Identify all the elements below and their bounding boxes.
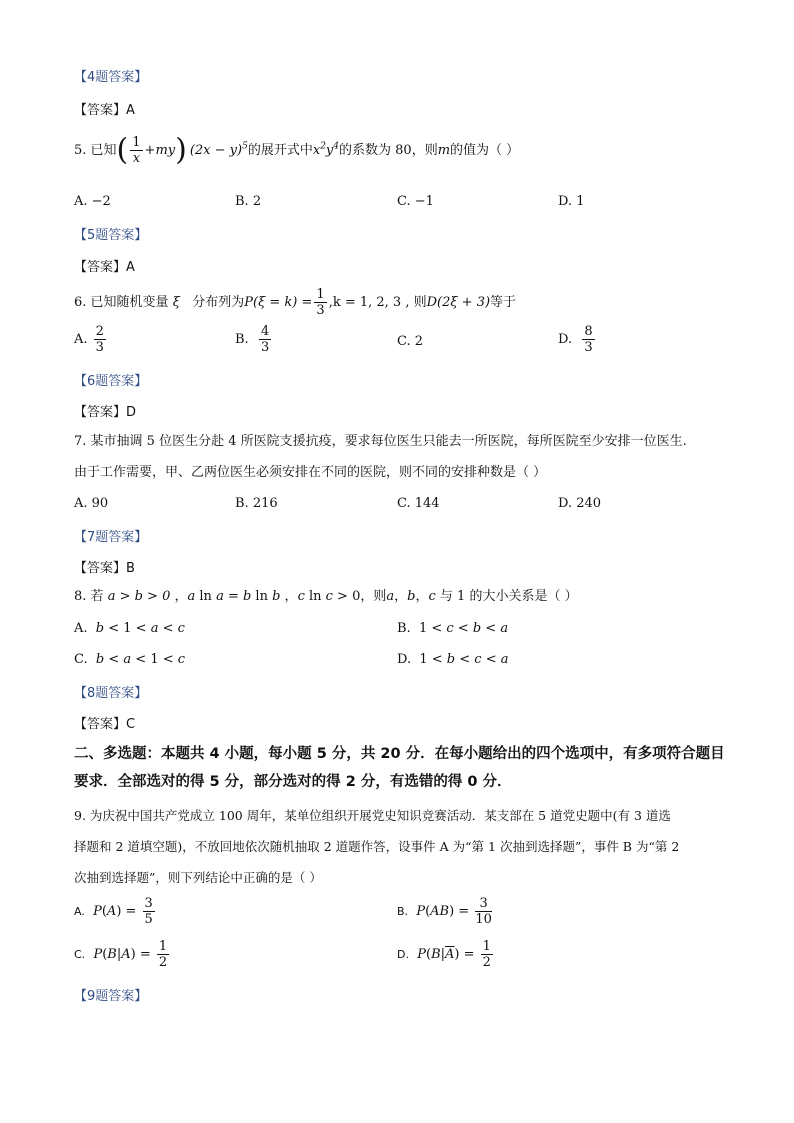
q6-option-a: A. $\frac{2}{3}$ bbox=[74, 324, 104, 355]
q5-answer-tag: 【5题答案】 bbox=[74, 228, 148, 243]
q6-stem-pre: 6. 已知随机变量 bbox=[74, 295, 169, 310]
q6-answer: 【答案】D bbox=[74, 405, 137, 420]
q6-option-b: B. $\frac{4}{3}$ bbox=[235, 324, 270, 355]
q9-option-c: C. P(B|A) = $\frac{1}{2}$ bbox=[74, 939, 168, 970]
q5-stem-mid: 的展开式中 bbox=[247, 143, 313, 158]
q8-option-a: A. b < 1 < a < c bbox=[74, 621, 185, 636]
q6-stem-k: ,k = 1, 2, 3 , 则 bbox=[328, 295, 427, 310]
q6-stem-end: 等于 bbox=[490, 295, 517, 310]
q7-option-b: B. 216 bbox=[235, 496, 278, 511]
q8-answer-tag: 【8题答案】 bbox=[74, 686, 148, 701]
q7-stem-line2: 由于工作需要，甲、乙两位医生必须安排在不同的医院，则不同的安排种数是（ ） bbox=[74, 465, 547, 480]
section-2-heading: 二、多选题：本题共 4 小题，每小题 5 分，共 20 分．在每小题给出的四个选项中，有多项符合题目要求．全部选对的得 5 分，部分选对的得 2 分，有选错的得 0 分． bbox=[74, 746, 725, 790]
q9-option-a: A. P(A) = $\frac{3}{5}$ bbox=[74, 896, 153, 927]
q5-answer: 【答案】A bbox=[74, 260, 135, 275]
q9-stem-line2: 择题和 2 道填空题)，不放回地依次随机抽取 2 道题作答，设事件 A 为“第 1 次抽到选择题”，事件 B 为“第 2 bbox=[74, 839, 680, 854]
q5-stem-end: 的值为（ ） bbox=[450, 143, 520, 158]
q5-stem: 5. 已知( $\frac{1}{x}$ +my) $(2x - y)^5$的展开式中$x^2y^4$的系数为 80，则m的值为（ ） bbox=[74, 132, 520, 168]
q7-option-c: C. 144 bbox=[397, 496, 440, 511]
q8-stem: 8. 若 a > b > 0 ，a ln a = b ln b ，c ln c > 0，则a，b，c 与 1 的大小关系是（ ） bbox=[74, 589, 578, 604]
q5-option-a: A. −2 bbox=[74, 194, 111, 209]
q4-answer: 【答案】A bbox=[74, 103, 135, 118]
q5-option-c: C. −1 bbox=[397, 194, 434, 209]
q9-stem-line3: 次抽到选择题”，则下列结论中正确的是（ ） bbox=[74, 870, 322, 885]
q8-option-d: D. 1 < b < c < a bbox=[397, 652, 509, 667]
q8-option-c: C. b < a < 1 < c bbox=[74, 652, 186, 667]
q8-option-b: B. 1 < c < b < a bbox=[397, 621, 509, 636]
q5-option-d: D. 1 bbox=[558, 194, 585, 209]
q6-option-c: C. 2 bbox=[397, 334, 424, 349]
q7-option-a: A. 90 bbox=[74, 496, 109, 511]
q7-answer: 【答案】B bbox=[74, 561, 135, 576]
q5-frac: $\frac{1}{x}$ bbox=[132, 135, 141, 166]
q6-stem: 6. 已知随机变量 ξ 分布列为P(ξ = k) = $\frac{1}{3}$ ,k = 1, 2, 3 , 则D(2ξ + 3)等于 bbox=[74, 287, 517, 318]
q6-stem-mid: 分布列为 bbox=[192, 295, 245, 310]
q5-stem-post: 的系数为 80，则 bbox=[339, 143, 438, 158]
q7-option-d: D. 240 bbox=[558, 496, 602, 511]
q6-option-d: D. $\frac{8}{3}$ bbox=[558, 324, 593, 355]
q9-answer-tag: 【9题答案】 bbox=[74, 989, 148, 1004]
q4-answer-tag: 【4题答案】 bbox=[74, 70, 148, 85]
q9-option-b: B. P(AB) = $\frac{3}{10}$ bbox=[397, 896, 492, 927]
q6-answer-tag: 【6题答案】 bbox=[74, 374, 148, 389]
q5-stem-pre: 5. 已知 bbox=[74, 143, 117, 158]
q7-answer-tag: 【7题答案】 bbox=[74, 530, 148, 545]
q9-option-d: D. $P(B|\overline{A})$ = $\frac{1}{2}$ bbox=[397, 939, 491, 970]
q7-stem-line1: 7. 某市抽调 5 位医生分赴 4 所医院支援抗疫，要求每位医生只能去一所医院，每所医院至少安排一位医生. bbox=[74, 434, 687, 449]
q9-stem-line1: 9. 为庆祝中国共产党成立 100 周年，某单位组织开展党史知识竞赛活动．某支部在 5 道党史题中(有 3 道选 bbox=[74, 808, 671, 823]
q8-answer: 【答案】C bbox=[74, 717, 136, 732]
q5-option-b: B. 2 bbox=[235, 194, 262, 209]
